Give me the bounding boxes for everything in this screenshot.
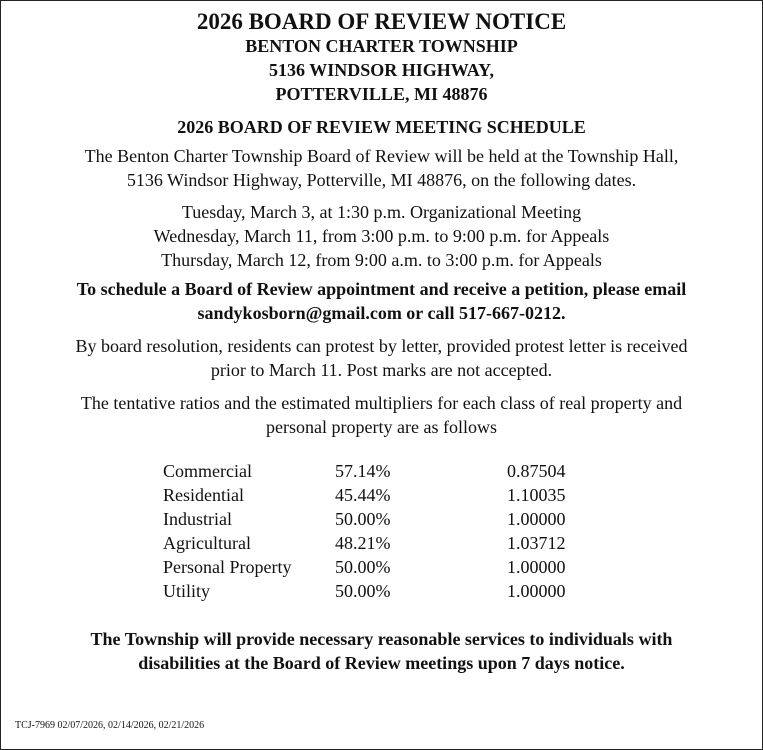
meeting-date-item: Wednesday, March 11, from 3:00 p.m. to 9:00 p.m. for Appeals: [153, 226, 610, 246]
resolution-line: By board resolution, residents can protest by letter, provided protest letter is received: [75, 336, 688, 356]
intro-line: 5136 Windsor Highway, Potterville, MI 48876, on the following dates.: [126, 170, 637, 190]
closing-paragraph: [15, 627, 748, 675]
appointment-paragraph: [15, 277, 748, 325]
tentative-ratio: 48.21%: [335, 533, 391, 553]
property-class: Personal Property: [163, 557, 292, 577]
meeting-dates: [15, 200, 748, 272]
property-class: Utility: [163, 581, 211, 601]
closing-line: disabilities at the Board of Review meetings upon 7 days notice.: [138, 653, 625, 673]
tentative-ratio: 50.00%: [335, 557, 391, 577]
resolution-line: prior to March 11. Post marks are not accepted.: [210, 360, 553, 380]
schedule-heading: 2026 BOARD OF REVIEW MEETING SCHEDULE: [177, 117, 586, 137]
table-row: [163, 507, 627, 531]
township-city: POTTERVILLE, MI 48876: [275, 84, 488, 104]
table-row: [163, 579, 627, 603]
meeting-date-item: Tuesday, March 3, at 1:30 p.m. Organizational Meeting: [181, 202, 582, 222]
resolution-paragraph: [15, 334, 748, 382]
multiplier: 0.87504: [507, 461, 566, 481]
property-class: Residential: [163, 485, 244, 505]
appointment-line: To schedule a Board of Review appointment and receive a petition, please email: [76, 279, 687, 299]
table-row: [163, 531, 627, 555]
ratios-intro-line: personal property are as follows: [266, 417, 497, 437]
property-class: Agricultural: [163, 533, 251, 553]
township-name: BENTON CHARTER TOWNSHIP: [245, 36, 518, 56]
multiplier: 1.00000: [507, 581, 566, 601]
notice-title: 2026 BOARD OF REVIEW NOTICE: [196, 9, 567, 34]
multiplier: 1.03712: [507, 533, 566, 553]
intro-paragraph: [15, 144, 748, 192]
notice-header: [15, 9, 748, 106]
intro-line: The Benton Charter Township Board of Review will be held at the Township Hall,: [84, 146, 679, 166]
table-row: [163, 483, 627, 507]
table-row: [163, 555, 627, 579]
ratios-table: [163, 459, 627, 603]
tentative-ratio: 50.00%: [335, 581, 391, 601]
multiplier: 1.00000: [507, 509, 566, 529]
township-street: 5136 WINDSOR HIGHWAY,: [269, 60, 494, 80]
multiplier: 1.10035: [507, 485, 566, 505]
multiplier: 1.00000: [507, 557, 566, 577]
meeting-date-item: Thursday, March 12, from 9:00 a.m. to 3:00 p.m. for Appeals: [161, 250, 602, 270]
tentative-ratio: 57.14%: [335, 461, 391, 481]
closing-line: The Township will provide necessary reasonable services to individuals with: [90, 629, 673, 649]
tentative-ratio: 45.44%: [335, 485, 391, 505]
table-row: [163, 459, 627, 483]
tentative-ratio: 50.00%: [335, 509, 391, 529]
publication-footer: TCJ-7969 02/07/2026, 02/14/2026, 02/21/2026: [15, 720, 205, 731]
property-class: Commercial: [163, 461, 252, 481]
ratios-intro-paragraph: [15, 391, 748, 439]
ratios-intro-line: The tentative ratios and the estimated multipliers for each class of real property and: [80, 393, 683, 413]
appointment-contact: sandykosborn@gmail.com or call 517-667-0212.: [197, 303, 566, 323]
property-class: Industrial: [163, 509, 232, 529]
